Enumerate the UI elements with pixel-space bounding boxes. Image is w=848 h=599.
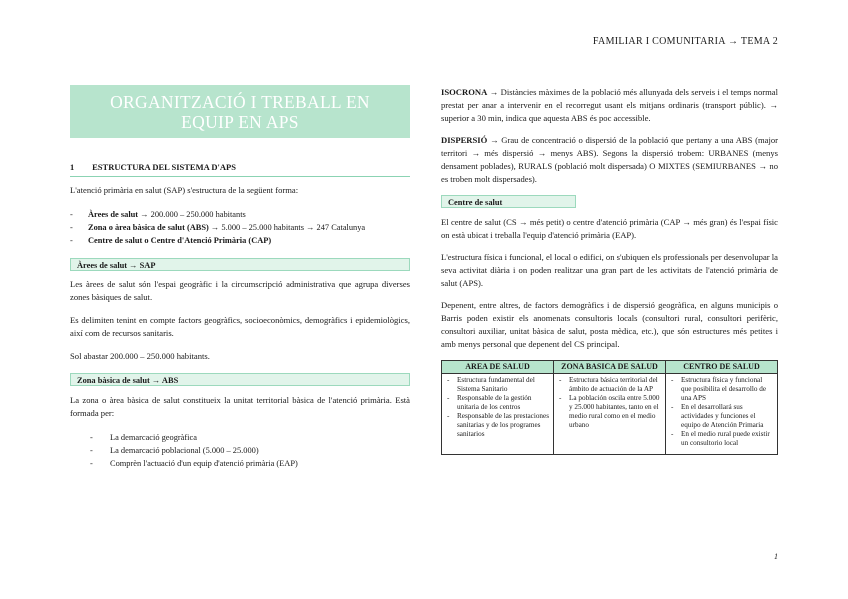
- dispersio-label: DISPERSIÓ: [441, 135, 488, 145]
- table-cell: [554, 374, 666, 455]
- section-title: ESTRUCTURA DEL SISTEMA D'APS: [92, 162, 236, 172]
- list-item: - Estructura básica territorial del ámbito de actuación de la AP: [557, 376, 662, 394]
- title-line-2: EQUIP EN APS: [181, 111, 299, 132]
- dispersio-paragraph: DISPERSIÓ → Grau de concentració o dispersió de la població que pertany a una ABS (major territori → més dispersió → menys ABS). Segons la dispersió trobem: URBANES (menys densament poblades), RURALS (població molt dispersada) O MIXTES (SEMIURBANES → no es troben molt dispersades).: [441, 135, 779, 184]
- section-heading-1: [70, 162, 410, 177]
- list-item: - Comprèn l'actuació d'un equip d'atenció primària (EAP): [70, 457, 410, 470]
- zona-paragraph: La zona o àrea bàsica de salut constitueix la unitat territorial bàsica de l'atenció primària. Està formada per:: [70, 395, 410, 418]
- structure-list: [70, 208, 410, 247]
- table-cell: [442, 374, 554, 455]
- isocrona-label: ISOCRONA: [441, 87, 488, 97]
- centre-paragraph-3: Depenent, entre altres, de factors demogràfics i de dispersió geogràfica, en alguns municipis o Barris poden existir els anomenats consultoris locals (consultori rural, consultori perifèric, consultori auxiliar, unitat bàsica de salut, posta mèdica, etc.), que són estructures més petites i amb menys personal que depenent del CS principal.: [441, 300, 778, 349]
- list-item: - En el medio rural puede existir un consultorio local: [669, 430, 774, 448]
- table-header: ZONA BASICA DE SALUD: [554, 361, 666, 374]
- list-item: - Àrees de salut → 200.000 – 250.000 habitants: [70, 208, 410, 221]
- areas-paragraph-3: Sol abastar 200.000 – 250.000 habitants.: [70, 351, 210, 361]
- list-item: - Centre de salut o Centre d'Atenció Primària (CAP): [70, 234, 410, 247]
- list-item: - La demarcació geogràfica: [70, 431, 410, 444]
- centre-paragraph-1: El centre de salut (CS → més petit) o centre d'atenció primària (CAP → més gran) és l'espai físic on està ubicat i treballa l'equip d'atenció primària (EAP).: [441, 217, 778, 240]
- zona-list: [70, 431, 410, 470]
- areas-paragraph-2: Es delimiten tenint en compte factors geogràfics, socioeconòmics, demogràfics i epidemiològics, així com de recursos sanitaris.: [70, 315, 410, 338]
- isocrona-paragraph: ISOCRONA → Distàncies màximes de la població més allunyada dels serveis i el temps normal prestat per anar a intervenir en el recorregut usant els mitjans ordinaris (transport públic). → superior a 30 min, indica que aquesta ABS és poc accessible.: [441, 87, 778, 123]
- table-row: [442, 374, 778, 455]
- list-item: - En el desarrollará sus actividades y funciones el equipo de Atención Primaria: [669, 403, 774, 430]
- centre-paragraph-2: L'estructura física i funcional, el local o edifici, on s'ubiquen els professionals per desenvolupar la seva activitat diària i on poden realitzar una gran part de les activitats de l'atenció primària de salut (APS).: [441, 252, 778, 288]
- list-item: - La población oscila entre 5.000 y 25.000 habitantes, tanto en el medio rural como en el medio urbano: [557, 394, 662, 430]
- areas-heading: Àrees de salut → SAP: [70, 258, 410, 271]
- title-line-1: ORGANITZACIÓ I TREBALL EN: [110, 91, 370, 112]
- list-item: - Estructura fundamental del Sistema Sanitario: [445, 376, 550, 394]
- right-column: [441, 86, 778, 455]
- intro-text: L'atenció primària en salut (SAP) s'estructura de la següent forma:: [70, 185, 299, 195]
- title-box: [70, 85, 410, 138]
- left-column: [70, 184, 410, 470]
- table-cell: [666, 374, 778, 455]
- list-item: - La demarcació poblacional (5.000 – 25.000): [70, 444, 410, 457]
- centre-heading: Centre de salut: [441, 195, 576, 208]
- table-header: AREA DE SALUD: [442, 361, 554, 374]
- comparison-table: [441, 360, 778, 455]
- list-item: - Responsable de la gestión unitaria de los centros: [445, 394, 550, 412]
- page-number: 1: [774, 552, 778, 561]
- list-item: - Estructura física y funcional que posibilita el desarrollo de una APS: [669, 376, 774, 403]
- table-header: CENTRO DE SALUD: [666, 361, 778, 374]
- section-number: 1: [70, 162, 75, 172]
- zona-heading: Zona bàsica de salut → ABS: [70, 373, 410, 386]
- page-header: FAMILIAR I COMUNITARIA → TEMA 2: [592, 36, 778, 47]
- areas-paragraph-1: Les àrees de salut són l'espai geogràfic i la circumscripció administrativa que agrupa diverses zones bàsiques de salut.: [70, 279, 410, 302]
- page-title: [110, 92, 370, 132]
- list-item: - Responsable de las prestaciones sanitarias y de los programes sanitarios: [445, 412, 550, 439]
- list-item: - Zona o àrea bàsica de salut (ABS) → 5.000 – 25.000 habitants → 247 Catalunya: [70, 221, 410, 234]
- comparison-table-wrapper: [441, 360, 778, 455]
